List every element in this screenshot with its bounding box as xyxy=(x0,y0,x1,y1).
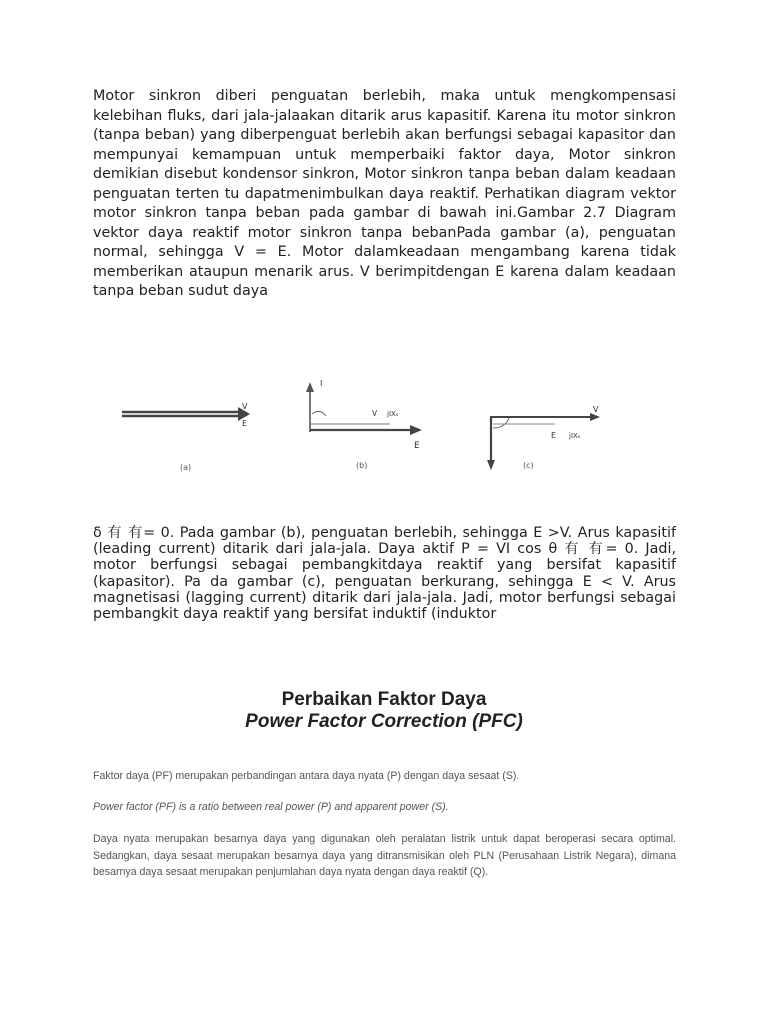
label-v-b: V xyxy=(372,409,378,418)
caption-a: (a) xyxy=(180,463,192,472)
angle-arc-c xyxy=(493,418,509,428)
label-v-c: V xyxy=(593,405,599,414)
label-jxs-c: jIXₛ xyxy=(569,432,581,440)
arrowhead-v-c xyxy=(590,413,600,421)
arrowhead-i-b xyxy=(306,382,314,392)
label-v-a: V xyxy=(242,402,248,411)
arrowhead-e-b xyxy=(410,425,422,435)
section-subtitle: Power Factor Correction (PFC) xyxy=(245,711,523,732)
section-title: Perbaikan Faktor Daya xyxy=(281,689,487,710)
label-jxs-b: jIXₛ xyxy=(387,410,399,418)
angle-arc-b xyxy=(312,411,326,416)
diagram-b xyxy=(290,372,435,484)
paragraph-synchronous-motor: Motor sinkron diberi penguatan berlebih, maka untuk mengkompensasi kelebihan fluks, dari jala-jalaakan ditarik arus kapasitif. Karena itu motor sinkron (tanpa beban) yang diberpenguat berlebih akan berfungsi sebagai kapasitor dan mempunyai kemampuan untuk memperbaiki faktor daya, Motor sinkron demikian disebut kondensor sinkron, Motor sinkron tanpa beban dalam keadaan penguatan terten tu dapatmenimbulkan daya reaktif. Perhatikan diagram vektor motor sinkron tanpa beban pada gambar di bawah ini.Gambar 2.7 Diagram vektor daya reaktif motor sinkron tanpa bebanPada gambar (a), penguatan normal, sehingga V = E. Motor dalamkeadaan mengambang karena tidak memberikan ataupun menarik arus. V berimpitdengan E karena dalam keadaan tanpa beban sudut daya xyxy=(93,88,676,299)
label-e-a: E xyxy=(242,419,248,428)
label-e-c: E xyxy=(551,431,557,440)
arrowhead-i-c xyxy=(487,460,495,470)
diagram-a xyxy=(120,372,260,484)
text-real-power-explanation: Daya nyata merupakan besarnya daya yang digunakan oleh peralatan listrik untuk dapat beroperasi secara optimal. Sedangkan, daya sesaat merupakan besarnya daya yang ditransmisikan oleh PLN (Perusahaan Listrik Negara), dimana besarnya daya sesaat merupakan penjumlahan daya nyata dengan daya reaktif (Q). xyxy=(93,833,676,878)
label-i-b: I xyxy=(320,379,323,388)
vector-diagram-figure xyxy=(120,372,620,484)
text-pf-definition-id: Faktor daya (PF) merupakan perbandingan antara daya nyata (P) dengan daya sesaat (S). xyxy=(93,770,520,782)
diagram-c xyxy=(475,372,615,484)
text-pf-definition-en: Power factor (PF) is a ratio between real power (P) and apparent power (S). xyxy=(93,801,449,813)
caption-b: (b) xyxy=(356,461,368,470)
label-e-b: E xyxy=(414,441,420,451)
caption-c: (c) xyxy=(523,461,534,470)
paragraph-excitation-cases: δ 有 有= 0. Pada gambar (b), penguatan berlebih, sehingga E >V. Arus kapasitif (leading current) ditarik dari jala-jala. Daya aktif P = VI cos θ 有 有= 0. Jadi, motor berfungsi sebagai pembangkitdaya reaktif yang bersifat kapasitif (kapasitor). Pa da gambar (c), penguatan berkurang, sehingga E < V. Arus magnetisasi (lagging current) ditarik dari jala-jala. Jadi, motor berfungsi sebagai pembangkit daya reaktif yang bersifat induktif (induktor xyxy=(93,525,676,623)
